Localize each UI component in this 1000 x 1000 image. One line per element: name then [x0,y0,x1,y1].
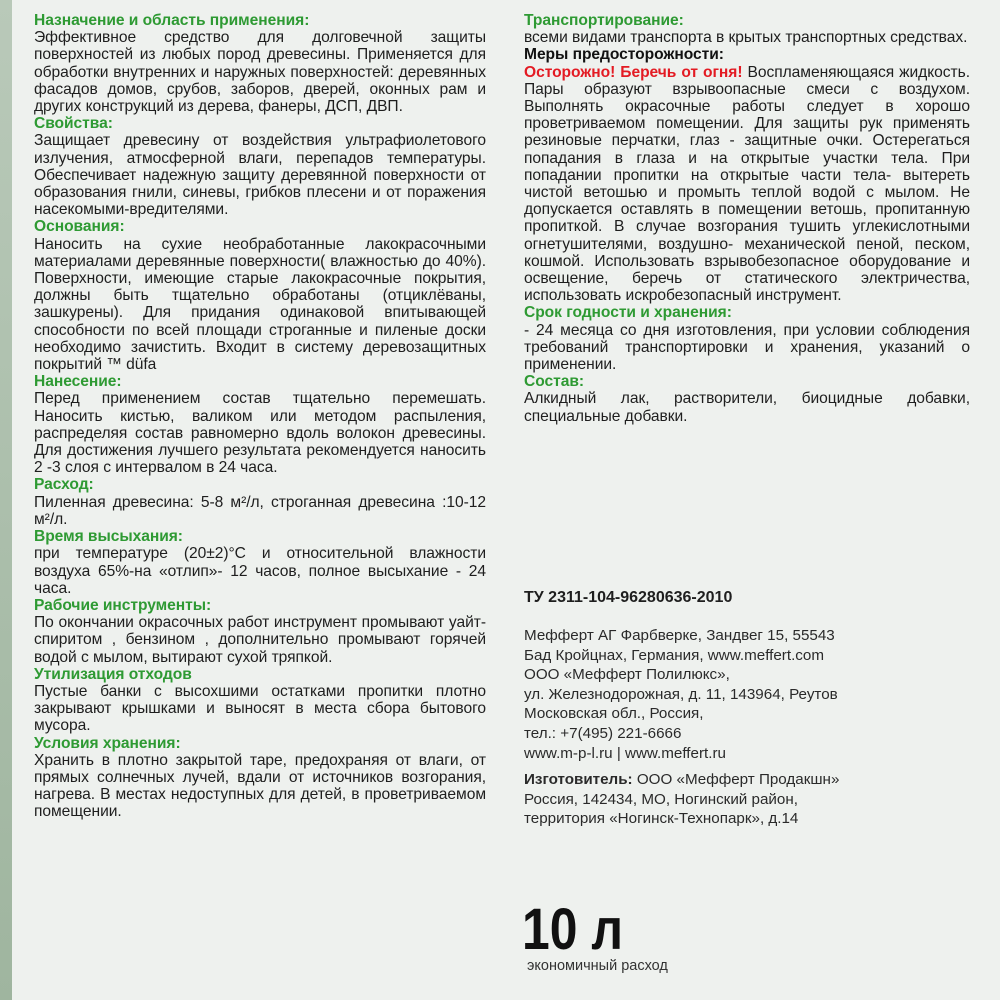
section-heading: Основания: [34,218,125,236]
section-text: Хранить в плотно закрытой таре, предохраняя от влаги, от прямых солнечных лучей, вдали от источников возгорания, нагрева. В местах недоступных для детей, в проветриваемом помещении. [34,751,486,821]
section-shelf-life [524,304,970,373]
section-text: при температуре (20±2)°С и относительной влажности воздуха 65%-на «отлип»- 12 часов, полное высыхание - 24 часа. [34,545,486,597]
left-edge-strip [0,0,12,1000]
section-heading: Условия хранения: [34,734,181,752]
right-column [524,12,970,425]
section-transport [524,12,970,46]
distributor-address [524,626,838,763]
section-tools [34,597,486,666]
section-drying-time [34,528,486,597]
section-text: Эффективное средство для долговечной защиты поверхностей из любых пород древесины. Применяется для обработки внутренних и наружных поверхностей: деревянных фасадов домов, срубов, заборов, дверей, оконных рам и других конструкций из дерева, фанеры, ДСП, ДВП. [34,29,486,116]
section-heading: Рабочие инструменты: [34,596,212,614]
left-column [34,12,486,821]
section-text: Алкидный лак, растворители, биоцидные добавки, специальные добавки. [524,390,970,425]
manufacturer-address-line: территория «Ногинск-Технопарк», д.14 [524,810,799,828]
section-text: Воспламеняющаяся жидкость. Пары образуют взрывоопасные смеси с воздухом. Выполнять окрасочные работы следует в хорошо проветриваемом помещении. Для защиты рук применять резиновые перчатки, глаз - защитные очки. Остерегаться попадания в глаза и на открытые участки тела. При попадании пропитки на открытые части тела- вытереть чистой ветошью и промыть теплой водой с мылом. Не допускается оставлять в помещении ветошь, пропитанную пропиткой. В случае возгорания тушить углекислотными огнетушителями, воздушно- механической пеной, песком, кошмой. Использовать взрывобезопасное оборудование и освещение, беречь от статического электричества, использовать искробезопасный инструмент. [524,63,970,305]
section-bases [34,218,486,373]
section-composition [524,373,970,425]
section-storage [34,735,486,821]
fire-warning: Осторожно! Беречь от огня! [524,63,743,81]
section-heading: Назначение и область применения: [34,12,310,29]
tech-spec-number: ТУ 2311-104-96280636-2010 [524,589,733,606]
section-purpose [34,12,486,115]
section-heading: Меры предосторожности: [524,46,724,64]
section-precautions [524,46,970,304]
manufacturer-name: ООО «Мефферт Продакшн» [636,771,840,788]
section-heading: Утилизация отходов [34,665,192,683]
address-line: Мефферт АГ Фарбверке, Зандвег 15, 55543 [524,627,835,644]
section-heading: Состав: [524,373,584,391]
section-disposal [34,666,486,735]
section-heading: Срок годности и хранения: [524,304,732,322]
section-consumption [34,476,486,528]
section-text: всеми видами транспорта в крытых транспортных средствах. [524,29,968,47]
manufacturer-info [524,770,839,829]
section-heading: Свойства: [34,115,113,133]
section-heading: Транспортирование: [524,12,684,29]
section-text: Пустые банки с высохшими остатками пропитки плотно закрывают крышками и выносят в места сбора бытового мусора. [34,682,486,735]
manufacturer-address-line: Россия, 142434, МО, Ногинский район, [524,790,798,808]
address-line: Бад Кройцнах, Германия, www.meffert.com [524,646,824,664]
section-application [34,373,486,476]
section-heading: Расход: [34,476,94,494]
section-text: Наносить на сухие необработанные лакокрасочными материалами деревянные поверхности( влажностью до 40%). Поверхности, имеющие старые лакокрасочные покрытия, должны быть тщательно обработаны (отциклёваны, зашкурены). Для придания одинаковой впитывающей способности по всей площади строганные и пиленые доски необходимо зачистить. Входит в систему деревозащитных покрытий ™ düfa [34,235,486,374]
section-text: По окончании окрасочных работ инструмент промывают уайт-спиритом , бензином , дополнительно промывают горячей водой с мылом, вытирают сухой тряпкой. [34,614,486,666]
address-line: тел.: +7(495) 221-6666 [524,724,682,742]
section-text: Перед применением состав тщательно перемешать. Наносить кистью, валиком или методом распыления, распределяя состав равномерно вдоль волокон древесины. Для достижения лучшего результата рекомендуется наносить 2 -3 слоя с интервалом в 24 часа. [34,390,486,477]
volume-label: 10 л [522,897,624,962]
section-text: - 24 месяца со дня изготовления, при условии соблюдения требований транспортировки и хранения, указаний о применении. [524,321,970,374]
section-heading: Нанесение: [34,373,122,391]
section-properties [34,115,486,218]
manufacturer-line [524,770,839,790]
section-text: Пиленная древесина: 5-8 м²/л, строганная древесина :10-12 м²/л. [34,493,486,528]
section-heading: Время высыхания: [34,528,183,546]
section-text: Защищает древесину от воздействия ультрафиолетового излучения, атмосферной влаги, перепадов температуры. Обеспечивает надежную защиту деревянной поверхности от образования гнили, синевы, грибков плесени и от поражения насекомыми-вредителями. [34,132,486,219]
volume-caption: экономичный расход [527,958,668,974]
manufacturer-label: Изготовитель: [524,771,633,788]
address-line: ООО «Мефферт Полилюкс», [524,666,730,684]
address-line: Московская обл., Россия, [524,705,704,723]
precautions-body [524,64,970,305]
website-links: www.m-p-l.ru | www.meffert.ru [524,744,726,762]
address-line: ул. Железнодорожная, д. 11, 143964, Реутов [524,685,838,703]
